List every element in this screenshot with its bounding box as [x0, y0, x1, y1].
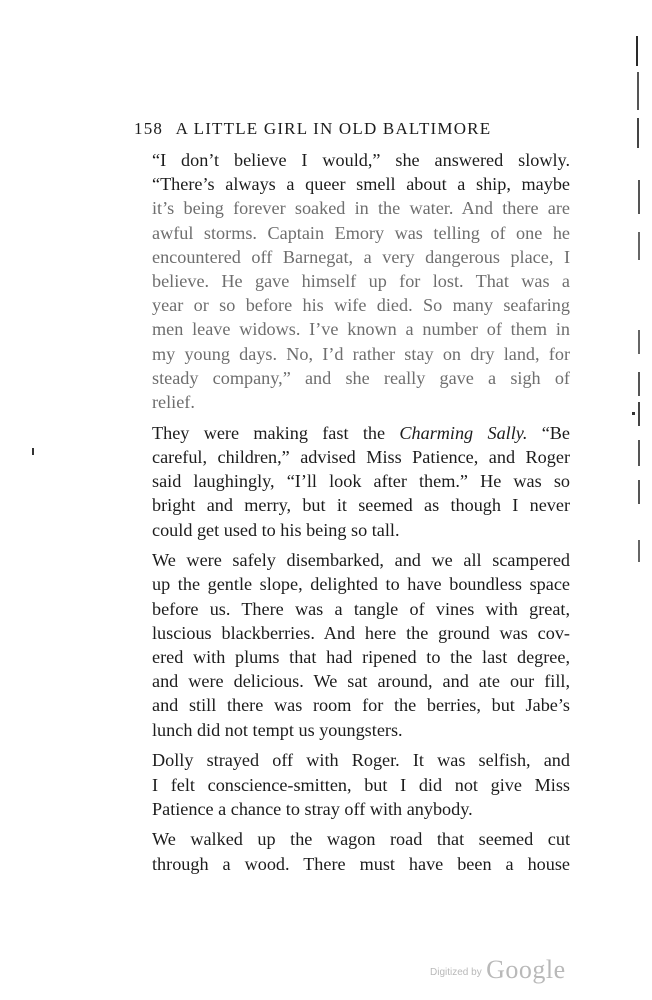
- google-logo: Google: [486, 955, 566, 984]
- scan-edge-mark: [638, 440, 640, 466]
- body-text: [134, 148, 570, 882]
- text-line: and were delicious. We sat around, and ate our fill,: [152, 671, 570, 692]
- text-line: “I don’t believe I would,” she answered slowly.: [152, 150, 570, 170]
- running-title: A LITTLE GIRL IN OLD BALTIMORE: [175, 119, 492, 138]
- scan-edge-mark: [638, 232, 640, 260]
- text-line: believe. He gave himself up for lost. That was a: [152, 271, 570, 292]
- text-line: it’s being forever soaked in the water. And there are: [152, 198, 570, 219]
- text-line: luscious blackberries. And here the ground was cov-: [152, 622, 570, 643]
- text-line: through a wood. There must have been a house: [152, 853, 570, 874]
- text-line: We were safely disembarked, and we all scampered: [152, 550, 570, 571]
- text-line: said laughingly, “I’ll look after them.” He was so: [152, 471, 570, 492]
- text-line: could get used to his being so tall.: [152, 519, 400, 540]
- text-line: up the gentle slope, delighted to have boundless space: [152, 574, 570, 595]
- scan-edge-mark: [636, 36, 638, 66]
- text-line: my young days. No, I’d rather stay on dry land, for: [152, 343, 570, 364]
- paragraph-3: [134, 548, 570, 742]
- text-fragment: “Be: [527, 422, 570, 443]
- scan-edge-mark: [638, 330, 640, 354]
- scan-edge-mark: [637, 72, 639, 110]
- text-line: careful, children,” advised Miss Patience, and Roger: [152, 446, 570, 467]
- text-line: relief.: [152, 392, 195, 413]
- running-header: [134, 119, 574, 139]
- scan-edge-mark: [632, 412, 635, 415]
- text-line: steady company,” and she really gave a sigh of: [152, 367, 570, 388]
- scan-edge-mark: [637, 118, 639, 148]
- text-line: and still there was room for the berries, but Jabe’s: [152, 695, 570, 716]
- text-line: Patience a chance to stray off with anybody.: [152, 798, 473, 819]
- paragraph-4: [134, 748, 570, 821]
- text-line: We walked up the wagon road that seemed cut: [152, 829, 570, 850]
- scan-edge-mark: [638, 180, 640, 214]
- scan-edge-mark: [638, 540, 640, 562]
- text-line: ered with plums that had ripened to the last degree,: [152, 647, 570, 668]
- paragraph-5: [134, 827, 570, 875]
- paragraph-2: [134, 421, 570, 542]
- paragraph-1: [134, 148, 570, 414]
- text-line: encountered off Barnegat, a very dangerous place, I: [152, 246, 570, 267]
- watermark-prefix: Digitized by: [430, 967, 482, 978]
- text-line: year or so before his wife died. So many seafaring: [152, 295, 570, 316]
- text-line: [134, 421, 570, 445]
- text-line: before us. There was a tangle of vines with great,: [152, 598, 570, 619]
- page-number: 158: [134, 119, 164, 138]
- text-fragment: They were making fast the: [152, 422, 400, 443]
- scan-edge-mark: [638, 372, 640, 396]
- digitized-watermark: [430, 955, 566, 985]
- text-line: bright and merry, but it seemed as though I never: [152, 495, 570, 516]
- scan-edge-mark: [32, 448, 34, 455]
- ship-name: Charming Sally.: [399, 422, 528, 443]
- text-line: “There’s always a queer smell about a ship, maybe: [152, 174, 570, 195]
- scan-edge-mark: [638, 402, 640, 426]
- text-line: lunch did not tempt us youngsters.: [152, 719, 403, 740]
- text-line: awful storms. Captain Emory was telling of one he: [152, 222, 570, 243]
- text-line: men leave widows. I’ve known a number of them in: [152, 319, 570, 340]
- scan-edge-mark: [638, 480, 640, 504]
- text-line: Dolly strayed off with Roger. It was selfish, and: [152, 750, 570, 771]
- text-line: I felt conscience-smitten, but I did not give Miss: [152, 774, 570, 795]
